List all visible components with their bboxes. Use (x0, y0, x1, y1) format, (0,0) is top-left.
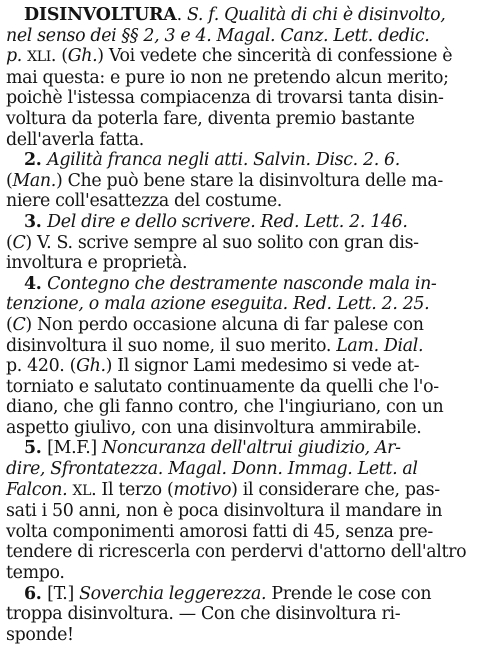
text-line (6, 625, 471, 646)
text-segment: voltura da poterla fare, diventa premio bastante (6, 108, 415, 129)
text-segment: mai questa: e pure io non ne pretendo alcun merito; (6, 67, 449, 88)
sense-number: 3. (24, 211, 48, 232)
text-segment: XLI (27, 49, 51, 66)
text-line (6, 88, 471, 109)
sense-entry (6, 584, 471, 646)
sense-number: 2. (24, 150, 48, 171)
text-segment: . ( (50, 46, 68, 67)
text-line (6, 68, 471, 89)
text-line (6, 274, 471, 295)
text-segment: dell'averla fatta. (6, 129, 144, 150)
text-segment: ( (6, 170, 13, 191)
text-line (6, 212, 471, 233)
text-line (6, 336, 471, 357)
text-segment: . Il terzo ( (91, 479, 174, 500)
text-segment: nel senso dei §§ 2, 3 e 4. Magal. Canz. Lett. dedic. (6, 25, 430, 46)
text-segment: dire, Sfrontatezza. Magal. Donn. Immag. Lett. al (6, 459, 418, 480)
text-segment: p. 420. ( (6, 356, 77, 377)
text-line (6, 5, 471, 26)
text-line (6, 522, 471, 543)
text-line (6, 356, 471, 377)
text-segment: disinvoltura il suo nome, il suo merito. (6, 335, 337, 356)
text-segment: Man. (12, 170, 56, 191)
text-line (6, 109, 471, 130)
dictionary-entry-list (6, 5, 471, 645)
text-segment: aspetto giulivo, con una disinvoltura ammirabile. (6, 417, 422, 438)
headword: DISINVOLTURA (24, 5, 177, 25)
sense-entry (6, 212, 471, 274)
text-segment: ) Non perdo occasione alcuna di far palese con (25, 314, 424, 335)
text-line (6, 480, 471, 502)
text-segment: Contegno che destramente nasconde mala in- (47, 273, 437, 294)
text-segment: C (12, 232, 26, 253)
text-line (6, 397, 471, 418)
text-segment: ( (6, 232, 13, 253)
text-segment: ) Che può bene stare la disinvoltura delle ma- (55, 170, 443, 191)
text-segment: volta componimenti amorosi fatti di 45, senza pre- (6, 521, 433, 542)
text-segment: Lam. Dial. (336, 335, 424, 356)
text-segment: diano, che gli fanno contro, che l'ingiuriano, con un (6, 397, 444, 418)
text-segment: niere coll'esattezza del costume. (6, 191, 282, 212)
text-segment: [M.F.] (47, 438, 103, 459)
text-line (6, 459, 471, 480)
text-line (6, 418, 471, 439)
text-segment: ) Voi vedete che sincerità di confessione è (97, 46, 453, 67)
text-line (6, 130, 471, 151)
text-segment: sati i 50 anni, non è poca disinvoltura il mandare in (6, 501, 443, 522)
text-line (6, 542, 471, 563)
text-line (6, 501, 471, 522)
text-line (6, 191, 471, 212)
text-segment: troppa disinvoltura. — Con che disinvoltura ri- (6, 604, 401, 625)
text-segment: tempo. (6, 563, 65, 584)
text-line (6, 604, 471, 625)
headword-entry (6, 5, 471, 150)
text-segment: Agilità franca negli atti. Salvin. Disc. 2. 6. (47, 150, 400, 171)
text-segment: motivo (173, 479, 232, 500)
text-segment: involtura e proprietà. (6, 253, 188, 274)
text-segment: p. (6, 46, 28, 67)
text-line (6, 294, 471, 315)
text-segment: poichè l'istessa compiacenza di trovarsi tanta disin- (6, 88, 444, 109)
text-line (6, 315, 471, 336)
text-segment: ( (6, 314, 13, 335)
text-line (6, 438, 471, 459)
text-line (6, 171, 471, 192)
text-line (6, 46, 471, 68)
sense-entry (6, 438, 471, 583)
text-segment: Soverchia leggerezza. (79, 583, 272, 604)
text-line (6, 377, 471, 398)
text-segment: S. f. Qualità di chi è disinvolto, (186, 5, 446, 25)
text-segment: . (176, 5, 187, 25)
text-line (6, 563, 471, 584)
text-segment: Prende le cose con (271, 583, 432, 604)
text-segment: Falcon. (6, 479, 73, 500)
sense-entry (6, 274, 471, 439)
text-segment: Del dire e dello scrivere. Red. Lett. 2. 146. (47, 211, 408, 232)
text-segment: tendere di ricrescerla con perdervi d'attorno dell'altro (6, 542, 467, 563)
sense-number: 4. (24, 273, 48, 294)
text-line (6, 26, 471, 47)
text-line (6, 233, 471, 254)
text-segment: Gh. (67, 46, 98, 67)
text-segment: ) Il signor Lami medesimo si vede at- (105, 356, 420, 377)
text-segment: tenzione, o mala azione eseguita. Red. Lett. 2. 25. (6, 294, 430, 315)
text-segment: [T.] (47, 583, 80, 604)
sense-entry (6, 150, 471, 212)
text-segment: torniato e salutato continuamente da quelli che l'o- (6, 376, 439, 397)
text-segment: XL (72, 482, 92, 499)
text-segment: ) il considerare che, pas- (231, 479, 440, 500)
sense-number: 5. (24, 438, 48, 459)
text-segment: sponde! (6, 624, 74, 645)
text-segment: ) V. S. scrive sempre al suo solito con gran dis- (25, 232, 419, 253)
text-line (6, 150, 471, 171)
text-segment: C (12, 314, 26, 335)
text-segment: Noncuranza dell'altrui giudizio, Ar- (102, 438, 401, 459)
text-line (6, 584, 471, 605)
sense-number: 6. (24, 583, 48, 604)
text-segment: Gh. (76, 356, 106, 377)
text-line (6, 253, 471, 274)
